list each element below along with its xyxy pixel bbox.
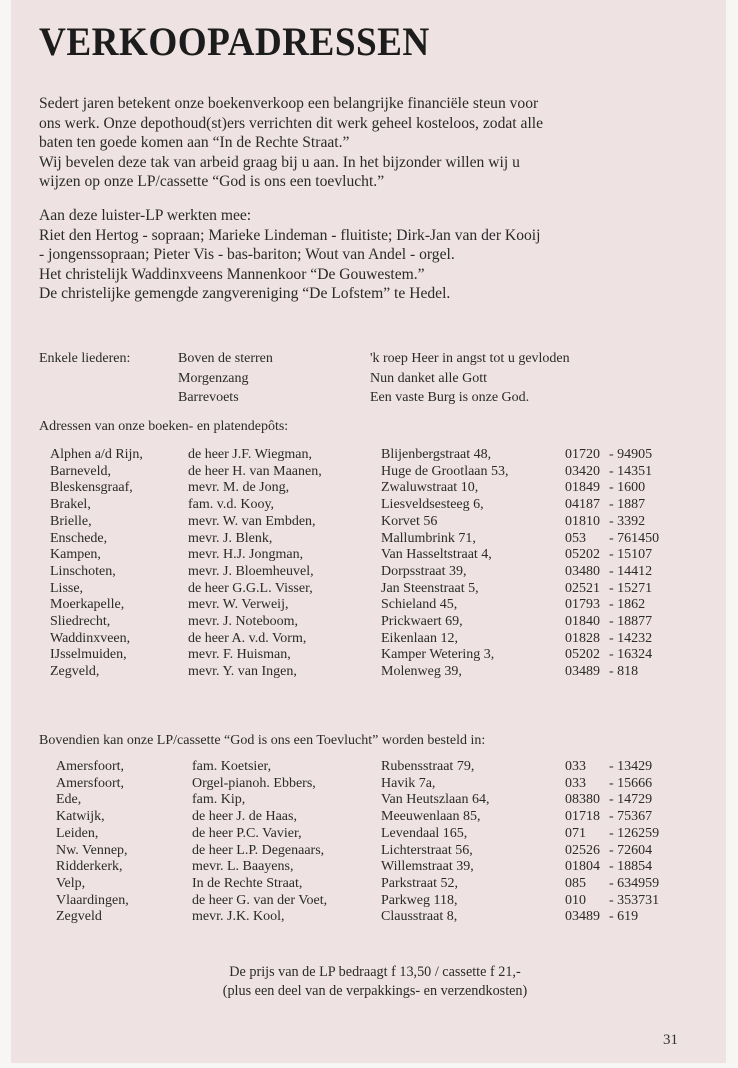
address-city: Brakel, bbox=[50, 497, 91, 513]
address-name: mevr. J.K. Kool, bbox=[192, 909, 285, 925]
address-name: mevr. H.J. Jongman, bbox=[188, 547, 304, 563]
address-address: Kamper Wetering 3, bbox=[381, 647, 495, 663]
extra-addresses-table bbox=[56, 759, 689, 926]
address-row bbox=[50, 531, 689, 548]
address-address: Liesveldsesteeg 6, bbox=[381, 497, 484, 513]
address-phone: - 15107 bbox=[609, 547, 653, 563]
song-title: Barrevoets bbox=[178, 390, 239, 405]
address-area: 085 bbox=[565, 875, 586, 891]
address-phone: - 619 bbox=[609, 909, 639, 925]
address-area: 053 bbox=[565, 530, 586, 546]
address-name: mevr. F. Huisman, bbox=[188, 647, 291, 663]
address-address: Meeuwenlaan 85, bbox=[381, 809, 481, 825]
song-title: Een vaste Burg is onze God. bbox=[370, 390, 530, 405]
address-city: Nw. Vennep, bbox=[56, 842, 128, 858]
address-phone: - 14729 bbox=[609, 792, 653, 808]
address-name: de heer J.F. Wiegman, bbox=[188, 447, 313, 462]
address-area: 01793 bbox=[565, 597, 600, 613]
address-row bbox=[56, 859, 689, 876]
credits-line: Riet den Hertog - sopraan; Marieke Lindeman - fluitiste; Dirk-Jan van der Kooij bbox=[39, 226, 541, 244]
address-row bbox=[56, 759, 689, 776]
address-address: Jan Steenstraat 5, bbox=[381, 580, 479, 596]
address-phone: - 1887 bbox=[609, 497, 646, 513]
address-area: 01828 bbox=[565, 630, 600, 646]
address-area: 02521 bbox=[565, 580, 600, 596]
address-phone: - 13429 bbox=[609, 759, 653, 774]
address-name: mevr. J. Bloemheuvel, bbox=[188, 563, 314, 579]
address-name: fam. Kip, bbox=[192, 792, 246, 808]
address-address: Clausstraat 8, bbox=[381, 909, 458, 925]
address-city: Sliedrecht, bbox=[50, 614, 111, 630]
address-address: Schieland 45, bbox=[381, 597, 458, 613]
intro-paragraph bbox=[39, 94, 699, 192]
address-phone: - 353731 bbox=[609, 892, 660, 908]
page-number: 31 bbox=[663, 1032, 678, 1048]
intro-line: Sedert jaren betekent onze boekenverkoop een belangrijke financiële steun voor bbox=[39, 95, 539, 112]
address-phone: - 14351 bbox=[609, 463, 653, 479]
address-area: 05202 bbox=[565, 547, 600, 563]
address-row bbox=[50, 664, 689, 681]
address-city: Barneveld, bbox=[50, 463, 112, 479]
address-city: IJsselmuiden, bbox=[50, 647, 127, 663]
address-address: Lichterstraat 56, bbox=[381, 842, 473, 858]
address-city: Vlaardingen, bbox=[56, 892, 129, 908]
address-city: Waddinxveen, bbox=[50, 630, 131, 646]
address-area: 01718 bbox=[565, 809, 600, 825]
address-phone: - 18877 bbox=[609, 614, 653, 630]
address-address: Willemstraat 39, bbox=[381, 859, 474, 875]
address-row bbox=[50, 631, 689, 648]
extra-heading: Bovendien kan onze LP/cassette “God is ons een Toevlucht” worden besteld in: bbox=[39, 733, 486, 748]
address-city: Alphen a/d Rijn, bbox=[50, 447, 143, 462]
address-city: Amersfoort, bbox=[56, 775, 125, 791]
address-row bbox=[50, 514, 689, 531]
depots-table bbox=[50, 447, 689, 681]
address-row bbox=[50, 547, 689, 564]
address-address: Parkstraat 52, bbox=[381, 875, 458, 891]
address-area: 03489 bbox=[565, 909, 600, 925]
address-address: Parkweg 118, bbox=[381, 892, 458, 908]
address-address: Blijenbergstraat 48, bbox=[381, 447, 492, 462]
address-row bbox=[50, 447, 689, 464]
address-city: Bleskensgraaf, bbox=[50, 480, 133, 496]
address-city: Brielle, bbox=[50, 513, 92, 529]
address-area: 03489 bbox=[565, 664, 600, 680]
address-name: fam. Koetsier, bbox=[192, 759, 272, 774]
address-area: 071 bbox=[565, 825, 586, 841]
address-city: Kampen, bbox=[50, 547, 101, 563]
address-address: Dorpsstraat 39, bbox=[381, 563, 467, 579]
address-name: de heer P.C. Vavier, bbox=[192, 825, 302, 841]
address-area: 033 bbox=[565, 775, 586, 791]
address-row bbox=[56, 809, 689, 826]
address-name: de heer A. v.d. Vorm, bbox=[188, 630, 307, 646]
address-row bbox=[56, 776, 689, 793]
address-phone: - 18854 bbox=[609, 859, 653, 875]
address-city: Katwijk, bbox=[56, 809, 105, 825]
address-row bbox=[56, 876, 689, 893]
address-area: 010 bbox=[565, 892, 586, 908]
address-city: Zegveld, bbox=[50, 664, 100, 680]
intro-line: baten ten goede komen aan “In de Rechte Straat.” bbox=[39, 134, 350, 152]
address-name: Orgel-pianoh. Ebbers, bbox=[192, 775, 316, 791]
song-title: Boven de sterren bbox=[178, 351, 273, 366]
address-phone: - 126259 bbox=[609, 825, 660, 841]
address-row bbox=[50, 614, 689, 631]
address-city: Zegveld bbox=[56, 909, 102, 925]
address-row bbox=[56, 826, 689, 843]
address-address: Van Hasseltstraat 4, bbox=[381, 547, 492, 563]
address-row bbox=[50, 647, 689, 664]
address-row bbox=[56, 792, 689, 809]
address-name: de heer L.P. Degenaars, bbox=[192, 842, 325, 858]
address-row bbox=[56, 843, 689, 860]
songs-column-1 bbox=[178, 349, 273, 408]
intro-line: Wij bevelen deze tak van arbeid graag bij u aan. In het bijzonder willen wij u bbox=[39, 153, 520, 171]
credits-line: - jongenssopraan; Pieter Vis - bas-bariton; Wout van Andel - orgel. bbox=[39, 246, 455, 264]
address-phone: - 15666 bbox=[609, 775, 653, 791]
price-line: De prijs van de LP bedraagt f 13,50 / cassette f 21,- bbox=[229, 964, 521, 980]
address-city: Enschede, bbox=[50, 530, 108, 546]
address-area: 01810 bbox=[565, 513, 600, 529]
intro-line: ons werk. Onze depothoud(st)ers verrichten dit werk geheel kosteloos, zodat alle bbox=[39, 114, 544, 132]
address-address: Mallumbrink 71, bbox=[381, 530, 476, 546]
address-city: Moerkapelle, bbox=[50, 597, 125, 613]
address-phone: - 14412 bbox=[609, 563, 653, 579]
address-city: Ede, bbox=[56, 792, 82, 808]
address-phone: - 15271 bbox=[609, 580, 653, 596]
credits-paragraph bbox=[39, 206, 699, 304]
depots-heading: Adressen van onze boeken- en platendepôts: bbox=[39, 419, 289, 434]
address-address: Zwaluwstraat 10, bbox=[381, 480, 479, 496]
page-title: VERKOOPADRESSEN bbox=[39, 19, 430, 64]
address-phone: - 3392 bbox=[609, 513, 646, 529]
address-address: Havik 7a, bbox=[381, 775, 436, 791]
address-row bbox=[56, 909, 689, 926]
address-row bbox=[50, 480, 689, 497]
address-phone: - 1862 bbox=[609, 597, 646, 613]
address-city: Velp, bbox=[56, 875, 86, 891]
credits-line: Aan deze luister-LP werkten mee: bbox=[39, 207, 252, 224]
address-name: In de Rechte Straat, bbox=[192, 875, 303, 891]
address-phone: - 72604 bbox=[609, 842, 653, 858]
address-area: 03480 bbox=[565, 563, 600, 579]
address-area: 01849 bbox=[565, 480, 600, 496]
address-address: Eikenlaan 12, bbox=[381, 630, 458, 646]
address-area: 04187 bbox=[565, 497, 600, 513]
address-name: mevr. W. van Embden, bbox=[188, 513, 316, 529]
address-address: Huge de Grootlaan 53, bbox=[381, 463, 509, 479]
address-address: Molenweg 39, bbox=[381, 664, 462, 680]
shipping-note: (plus een deel van de verpakkings- en verzendkosten) bbox=[222, 983, 528, 999]
address-name: mevr. M. de Jong, bbox=[188, 480, 290, 496]
address-area: 01840 bbox=[565, 614, 600, 630]
address-row bbox=[50, 464, 689, 481]
address-area: 02526 bbox=[565, 842, 600, 858]
address-address: Rubensstraat 79, bbox=[381, 759, 475, 774]
address-area: 08380 bbox=[565, 792, 600, 808]
address-city: Ridderkerk, bbox=[56, 859, 123, 875]
address-phone: - 14232 bbox=[609, 630, 653, 646]
address-name: mevr. L. Baayens, bbox=[192, 859, 294, 875]
address-area: 03420 bbox=[565, 463, 600, 479]
address-area: 05202 bbox=[565, 647, 600, 663]
address-phone: - 16324 bbox=[609, 647, 653, 663]
songs-column-2 bbox=[370, 349, 570, 408]
address-phone: - 1600 bbox=[609, 480, 646, 496]
address-row bbox=[50, 497, 689, 514]
address-phone: - 761450 bbox=[609, 530, 660, 546]
credits-line: Het christelijk Waddinxveens Mannenkoor “De Gouwestem.” bbox=[39, 265, 425, 283]
song-title: 'k roep Heer in angst tot u gevloden bbox=[370, 351, 570, 366]
address-phone: - 818 bbox=[609, 664, 639, 680]
songs-label: Enkele liederen: bbox=[39, 351, 131, 366]
address-name: de heer H. van Maanen, bbox=[188, 463, 322, 479]
address-address: Van Heutszlaan 64, bbox=[381, 792, 490, 808]
address-address: Prickwaert 69, bbox=[381, 614, 463, 630]
address-row bbox=[50, 597, 689, 614]
address-city: Amersfoort, bbox=[56, 759, 125, 774]
price-note bbox=[150, 963, 600, 1001]
address-name: mevr. J. Blenk, bbox=[188, 530, 273, 546]
address-name: de heer J. de Haas, bbox=[192, 809, 297, 825]
address-area: 01720 bbox=[565, 447, 600, 462]
address-address: Korvet 56 bbox=[381, 513, 438, 529]
address-phone: - 75367 bbox=[609, 809, 653, 825]
address-name: de heer G. van der Voet, bbox=[192, 892, 328, 908]
address-name: de heer G.G.L. Visser, bbox=[188, 580, 313, 596]
address-row bbox=[50, 564, 689, 581]
address-row bbox=[56, 893, 689, 910]
address-address: Levendaal 165, bbox=[381, 825, 468, 841]
address-name: mevr. J. Noteboom, bbox=[188, 614, 299, 630]
address-phone: - 634959 bbox=[609, 875, 660, 891]
credits-line: De christelijke gemengde zangvereniging “De Lofstem” te Hedel. bbox=[39, 285, 451, 303]
address-name: mevr. W. Verweij, bbox=[188, 597, 289, 613]
song-title: Nun danket alle Gott bbox=[370, 370, 488, 386]
address-area: 033 bbox=[565, 759, 586, 774]
address-city: Linschoten, bbox=[50, 563, 116, 579]
address-phone: - 94905 bbox=[609, 447, 653, 462]
address-area: 01804 bbox=[565, 859, 600, 875]
song-title: Morgenzang bbox=[178, 370, 249, 386]
address-city: Leiden, bbox=[56, 825, 99, 841]
intro-line: wijzen op onze LP/cassette “God is ons een toevlucht.” bbox=[39, 173, 385, 191]
address-name: mevr. Y. van Ingen, bbox=[188, 664, 297, 680]
address-row bbox=[50, 581, 689, 598]
address-name: fam. v.d. Kooy, bbox=[188, 497, 275, 513]
address-city: Lisse, bbox=[50, 580, 84, 596]
